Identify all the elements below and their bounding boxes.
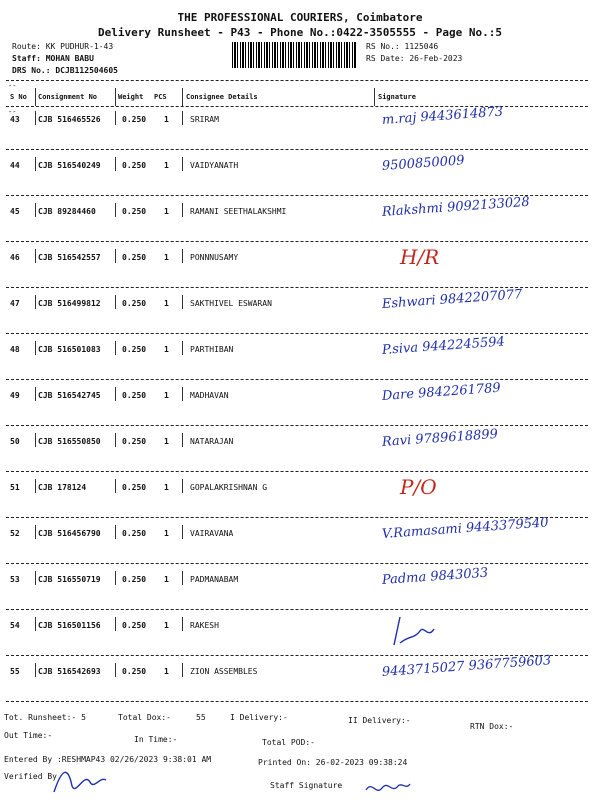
row-divider: [6, 609, 588, 610]
row-weight: 0.250: [122, 667, 147, 676]
cell-border: [115, 341, 116, 355]
row-signature: Rlakshmi 9092133028: [381, 194, 531, 220]
row-weight: 0.250: [122, 115, 147, 124]
row-weight: 0.250: [122, 529, 147, 538]
row-sno: 43: [10, 115, 20, 124]
row-sno: 47: [10, 299, 20, 308]
row-weight: 0.250: [122, 207, 147, 216]
row-signature: Eshwari 9842207077: [381, 287, 523, 312]
row-consignee: RAKESH: [190, 621, 219, 630]
row-sno: 53: [10, 575, 20, 584]
cell-border: [182, 479, 183, 493]
row-consignment-no: CJB 516501083: [38, 345, 101, 354]
rs-date: RS Date: 26-Feb-2023: [366, 54, 463, 63]
row-consignee: NATARAJAN: [190, 437, 234, 446]
cell-border: [182, 249, 183, 263]
row-consignee: PARTHIBAN: [190, 345, 234, 354]
row-consignee: PONNNUSAMY: [190, 253, 239, 262]
row-pcs: 1: [164, 529, 169, 538]
row-weight: 0.250: [122, 621, 147, 630]
col-separator: [115, 88, 116, 106]
verified-by: Verified By: [4, 772, 57, 781]
row-pcs: 1: [164, 253, 169, 262]
row-weight: 0.250: [122, 391, 147, 400]
row-pcs: 1: [164, 161, 169, 170]
cell-border: [35, 111, 36, 125]
row-pcs: 1: [164, 299, 169, 308]
row-pcs: 1: [164, 115, 169, 124]
cell-border: [35, 571, 36, 585]
row-signature: V.Ramasami 9443379540: [381, 515, 550, 542]
row-consignment-no: CJB 516465526: [38, 115, 101, 124]
cell-border: [115, 157, 116, 171]
row-sno: 55: [10, 667, 20, 676]
cell-border: [182, 433, 183, 447]
dash-marker: --: [8, 108, 17, 116]
cell-border: [35, 249, 36, 263]
row-pcs: 1: [164, 483, 169, 492]
cell-border: [182, 157, 183, 171]
row-weight: 0.250: [122, 575, 147, 584]
row-consignee: PADMANABAM: [190, 575, 239, 584]
cell-border: [35, 341, 36, 355]
tot-runsheet: Tot. Runsheet:- 5: [4, 713, 86, 722]
col-consignment: Consignment No: [38, 93, 98, 101]
cell-border: [182, 663, 183, 677]
drs-label: DRS No.: DCJB112504605: [12, 66, 118, 75]
row-sno: 45: [10, 207, 20, 216]
rtn-dox: RTN Dox:-: [470, 722, 514, 731]
col-pcs: PCS: [154, 93, 167, 101]
row-weight: 0.250: [122, 483, 147, 492]
row-divider: [6, 241, 588, 242]
total-dox-label: Total Dox:-: [118, 713, 171, 722]
cell-border: [115, 525, 116, 539]
cell-border: [115, 433, 116, 447]
row-divider: [6, 563, 588, 564]
company-title: THE PROFESSIONAL COURIERS, Coimbatore: [177, 11, 423, 24]
total-dox-value: 55: [196, 713, 206, 722]
cell-border: [35, 203, 36, 217]
rs-number: RS No.: 1125046: [366, 42, 439, 51]
row-consignment-no: CJB 516550719: [38, 575, 101, 584]
row-pcs: 1: [164, 667, 169, 676]
row-weight: 0.250: [122, 161, 147, 170]
row-pcs: 1: [164, 391, 169, 400]
cell-border: [35, 617, 36, 631]
row-sno: 49: [10, 391, 20, 400]
cell-border: [182, 341, 183, 355]
barcode: [232, 42, 356, 68]
cell-border: [35, 525, 36, 539]
total-pod: Total POD:-: [262, 738, 315, 747]
row-consignee: RAMANI SEETHALAKSHMI: [190, 207, 287, 216]
row-sno: 44: [10, 161, 20, 170]
row-signature: 9500850009: [381, 153, 466, 174]
printed-on: Printed On: 26-02-2023 09:38:24: [258, 758, 408, 767]
row-consignee: ZION ASSEMBLES: [190, 667, 258, 676]
row-pcs: 1: [164, 437, 169, 446]
cell-border: [115, 203, 116, 217]
row-signature: H/R: [400, 245, 440, 269]
row-signature: Padma 9843033: [381, 565, 489, 588]
row-consignment-no: CJB 516456790: [38, 529, 101, 538]
i-delivery: I Delivery:-: [230, 713, 288, 722]
out-time: Out Time:-: [4, 731, 53, 740]
cell-border: [115, 295, 116, 309]
row-consignment-no: CJB 89284460: [38, 207, 96, 216]
ii-delivery: II Delivery:-: [348, 716, 411, 725]
row-consignee: SRIRAM: [190, 115, 219, 124]
col-separator: [182, 88, 183, 106]
row-divider: [6, 425, 588, 426]
row-weight: 0.250: [122, 345, 147, 354]
col-separator: [374, 88, 375, 106]
row-consignment-no: CJB 516542693: [38, 667, 101, 676]
row-consignment-no: CJB 516542557: [38, 253, 101, 262]
col-sno: S No: [10, 93, 27, 101]
row-weight: 0.250: [122, 437, 147, 446]
cell-border: [182, 525, 183, 539]
cell-border: [115, 617, 116, 631]
row-signature: P/O: [400, 475, 437, 499]
row-pcs: 1: [164, 207, 169, 216]
cell-border: [115, 249, 116, 263]
row-divider: [6, 379, 588, 380]
row-consignee: SAKTHIVEL ESWARAN: [190, 299, 272, 308]
row-weight: 0.250: [122, 299, 147, 308]
row-pcs: 1: [164, 621, 169, 630]
col-separator: [35, 88, 36, 106]
dash-marker: --: [8, 82, 17, 90]
cell-border: [35, 295, 36, 309]
row-consignment-no: CJB 516550850: [38, 437, 101, 446]
row-divider: [6, 149, 588, 150]
row-consignment-no: CJB 516501156: [38, 621, 101, 630]
divider: [6, 80, 588, 81]
cell-border: [115, 663, 116, 677]
staff-signature-label: Staff Signature: [270, 781, 343, 790]
cell-border: [115, 571, 116, 585]
staff-label: Staff: MOHAN BABU: [12, 54, 94, 63]
row-signature: 9443715027 9367759603: [381, 653, 552, 680]
cell-border: [35, 663, 36, 677]
cell-border: [35, 479, 36, 493]
cell-border: [182, 203, 183, 217]
row-consignee: GOPALAKRISHNAN G: [190, 483, 268, 492]
runsheet-title: Delivery Runsheet - P43 - Phone No.:0422-3505555 - Page No.:5: [98, 26, 502, 39]
row-consignment-no: CJB 516542745: [38, 391, 101, 400]
row-signature-scribble: [390, 613, 470, 649]
col-signature: Signature: [378, 93, 416, 101]
staff-signature-scribble: [362, 776, 412, 798]
row-sno: 54: [10, 621, 20, 630]
row-sno: 52: [10, 529, 20, 538]
col-details: Consignee Details: [186, 93, 258, 101]
row-divider: [6, 471, 588, 472]
entered-by: Entered By :RESHMAP43 02/26/2023 9:38:01 AM: [4, 755, 212, 764]
in-time: In Time:-: [134, 735, 178, 744]
row-consignment-no: CJB 516540249: [38, 161, 101, 170]
row-signature: P.siva 9442245594: [381, 334, 506, 358]
row-consignee: MADHAVAN: [190, 391, 229, 400]
row-consignment-no: CJB 516499812: [38, 299, 101, 308]
row-pcs: 1: [164, 345, 169, 354]
row-weight: 0.250: [122, 253, 147, 262]
cell-border: [115, 387, 116, 401]
row-consignee: VAIDYANATH: [190, 161, 239, 170]
row-sno: 46: [10, 253, 20, 262]
cell-border: [182, 571, 183, 585]
cell-border: [182, 295, 183, 309]
row-signature: Ravi 9789618899: [381, 426, 499, 450]
row-sno: 48: [10, 345, 20, 354]
cell-border: [182, 111, 183, 125]
cell-border: [115, 111, 116, 125]
cell-border: [35, 157, 36, 171]
row-sno: 50: [10, 437, 20, 446]
route-label: Route: KK PUDHUR-1-43: [12, 42, 114, 51]
cell-border: [115, 479, 116, 493]
row-pcs: 1: [164, 575, 169, 584]
cell-border: [35, 387, 36, 401]
row-signature: Dare 9842261789: [381, 380, 502, 404]
row-consignment-no: CJB 178124: [38, 483, 87, 492]
row-divider: [6, 701, 588, 702]
cell-border: [35, 433, 36, 447]
row-sno: 51: [10, 483, 20, 492]
col-weight: Weight: [118, 93, 144, 101]
cell-border: [182, 387, 183, 401]
verifier-signature-scribble: [50, 762, 110, 798]
row-signature: m.raj 9443614873: [381, 104, 504, 128]
row-consignee: VAIRAVANA: [190, 529, 234, 538]
cell-border: [182, 617, 183, 631]
